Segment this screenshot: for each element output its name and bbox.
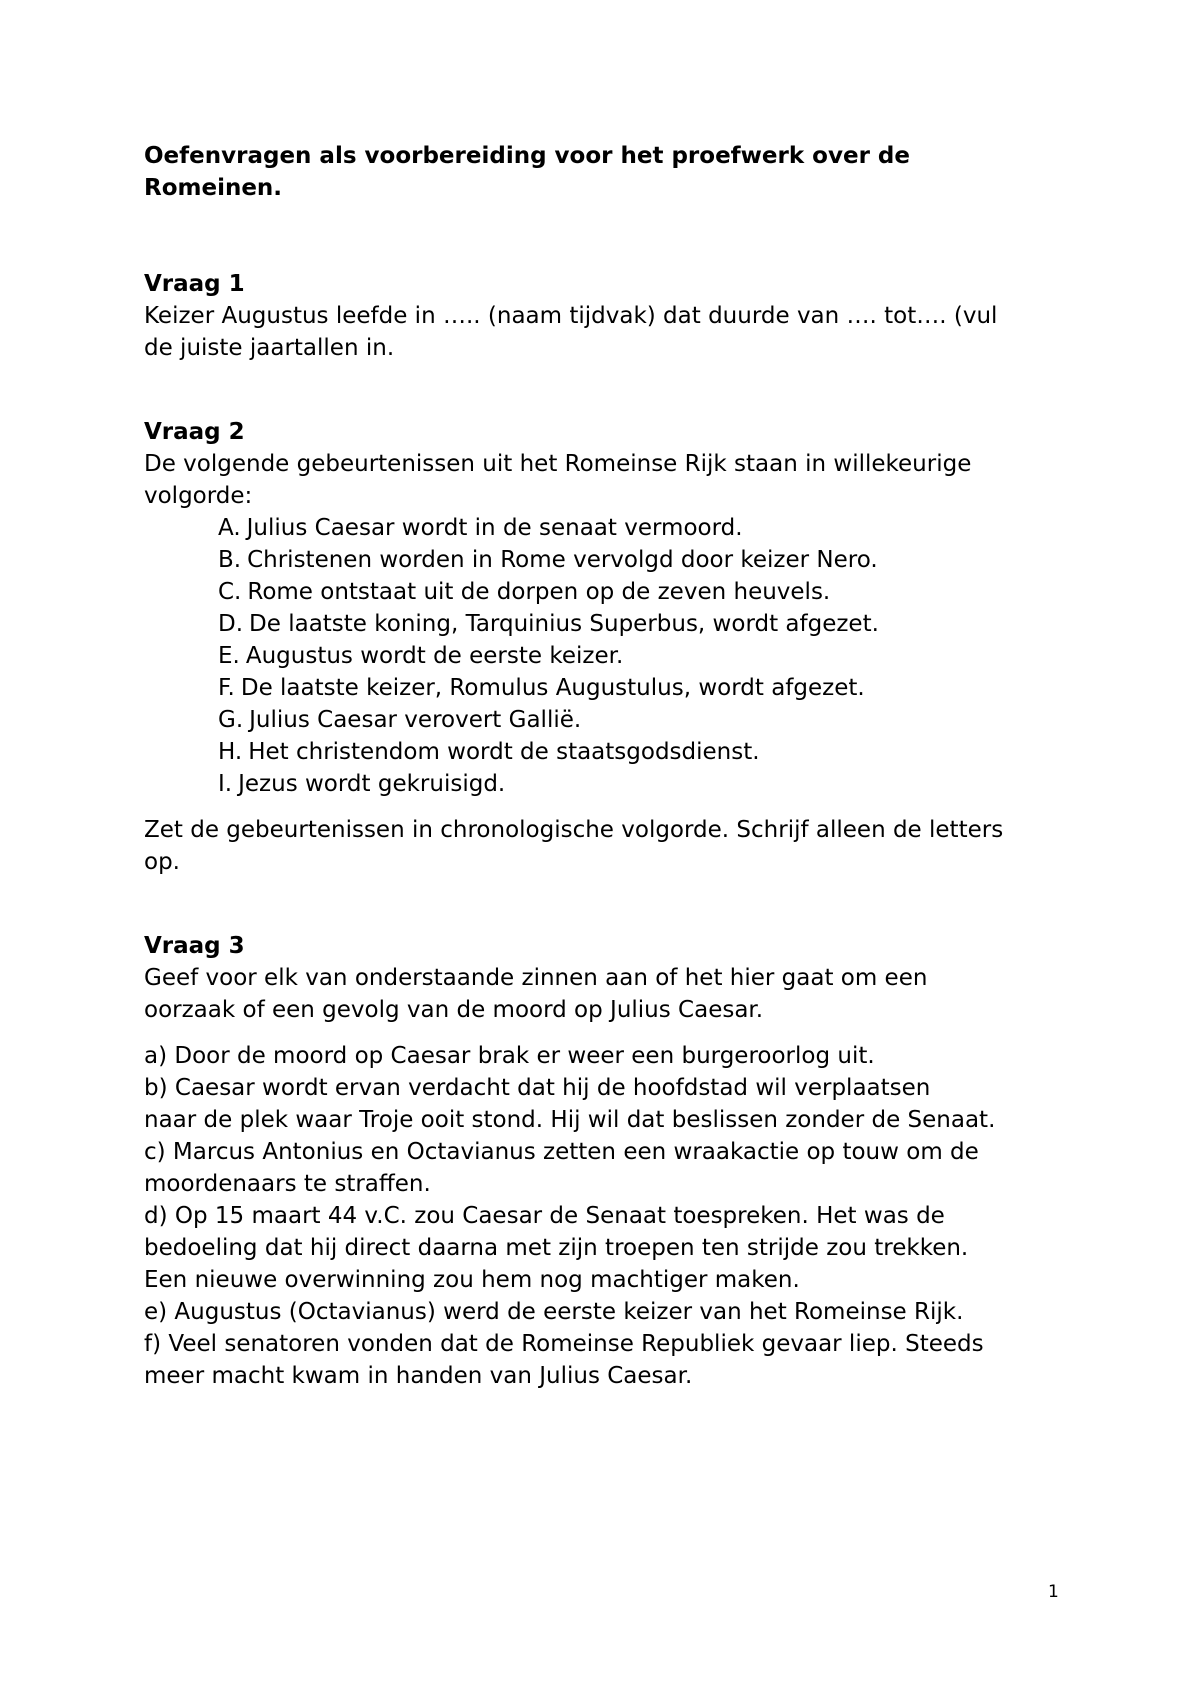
event-letter: G. bbox=[218, 707, 244, 733]
question-2-intro-line: volgorde: bbox=[144, 483, 253, 509]
question-1-text bbox=[144, 300, 1084, 364]
question-3-intro bbox=[144, 962, 1084, 1026]
statement-line: c) Marcus Antonius en Octavianus zetten een wraakactie op touw om de bbox=[144, 1139, 979, 1165]
question-3-statements bbox=[144, 1040, 1084, 1392]
document-body bbox=[144, 140, 1084, 1392]
question-2 bbox=[144, 416, 1084, 878]
event-text: Jezus wordt gekruisigd. bbox=[238, 771, 506, 797]
event-letter: E. bbox=[218, 643, 240, 669]
event-item bbox=[218, 544, 1084, 576]
event-text: Julius Caesar wordt in de senaat vermoord. bbox=[246, 515, 743, 541]
question-2-intro bbox=[144, 448, 1084, 512]
page-number: 1 bbox=[1048, 1582, 1059, 1602]
event-item bbox=[218, 768, 1084, 800]
statement-line: Een nieuwe overwinning zou hem nog machtiger maken. bbox=[144, 1267, 800, 1293]
statement-line: f) Veel senatoren vonden dat de Romeinse Republiek gevaar liep. Steeds bbox=[144, 1331, 984, 1357]
question-3 bbox=[144, 930, 1084, 1392]
statement-line: e) Augustus (Octavianus) werd de eerste keizer van het Romeinse Rijk. bbox=[144, 1299, 964, 1325]
document-title bbox=[144, 140, 1084, 204]
event-letter: D. bbox=[218, 611, 244, 637]
document-title-line-1: Oefenvragen als voorbereiding voor het proefwerk over de bbox=[144, 143, 910, 169]
statement-line: meer macht kwam in handen van Julius Caesar. bbox=[144, 1363, 693, 1389]
event-text: De laatste keizer, Romulus Augustulus, wordt afgezet. bbox=[240, 675, 865, 701]
event-item bbox=[218, 608, 1084, 640]
event-text: Het christendom wordt de staatsgodsdienst. bbox=[248, 739, 760, 765]
question-3-intro-line: oorzaak of een gevolg van de moord op Julius Caesar. bbox=[144, 997, 764, 1023]
question-2-instruction-line: op. bbox=[144, 849, 180, 875]
event-list bbox=[144, 512, 1084, 800]
question-1-heading: Vraag 1 bbox=[144, 271, 245, 297]
event-item bbox=[218, 640, 1084, 672]
question-2-instruction-line: Zet de gebeurtenissen in chronologische volgorde. Schrijf alleen de letters bbox=[144, 817, 1004, 843]
question-2-heading: Vraag 2 bbox=[144, 419, 245, 445]
event-letter: C. bbox=[218, 579, 242, 605]
event-text: Rome ontstaat uit de dorpen op de zeven heuvels. bbox=[247, 579, 831, 605]
event-letter: I. bbox=[218, 771, 233, 797]
question-1-text-line: de juiste jaartallen in. bbox=[144, 335, 395, 361]
event-letter: A. bbox=[218, 515, 241, 541]
document-title-line-2: Romeinen. bbox=[144, 175, 283, 201]
question-3-intro-line: Geef voor elk van onderstaande zinnen aan of het hier gaat om een bbox=[144, 965, 928, 991]
statement-line: d) Op 15 maart 44 v.C. zou Caesar de Senaat toespreken. Het was de bbox=[144, 1203, 945, 1229]
event-item bbox=[218, 704, 1084, 736]
event-item bbox=[218, 512, 1084, 544]
event-letter: B. bbox=[218, 547, 242, 573]
event-text: Augustus wordt de eerste keizer. bbox=[245, 643, 624, 669]
statement-line: a) Door de moord op Caesar brak er weer een burgeroorlog uit. bbox=[144, 1043, 875, 1069]
question-2-intro-line: De volgende gebeurtenissen uit het Romeinse Rijk staan in willekeurige bbox=[144, 451, 972, 477]
statement-line: bedoeling dat hij direct daarna met zijn troepen ten strijde zou trekken. bbox=[144, 1235, 969, 1261]
event-item bbox=[218, 736, 1084, 768]
question-1 bbox=[144, 268, 1084, 364]
question-2-instruction bbox=[144, 814, 1084, 878]
event-text: Julius Caesar verovert Gallië. bbox=[249, 707, 582, 733]
event-letter: F. bbox=[218, 675, 235, 701]
question-1-text-line: Keizer Augustus leefde in ….. (naam tijdvak) dat duurde van …. tot…. (vul bbox=[144, 303, 998, 329]
event-text: De laatste koning, Tarquinius Superbus, wordt afgezet. bbox=[249, 611, 879, 637]
event-item bbox=[218, 576, 1084, 608]
statement-line: moordenaars te straffen. bbox=[144, 1171, 431, 1197]
statement-line: b) Caesar wordt ervan verdacht dat hij de hoofdstad wil verplaatsen bbox=[144, 1075, 931, 1101]
event-text: Christenen worden in Rome vervolgd door keizer Nero. bbox=[247, 547, 878, 573]
event-item bbox=[218, 672, 1084, 704]
statement-line: naar de plek waar Troje ooit stond. Hij wil dat beslissen zonder de Senaat. bbox=[144, 1107, 996, 1133]
question-3-heading: Vraag 3 bbox=[144, 933, 245, 959]
event-letter: H. bbox=[218, 739, 243, 765]
